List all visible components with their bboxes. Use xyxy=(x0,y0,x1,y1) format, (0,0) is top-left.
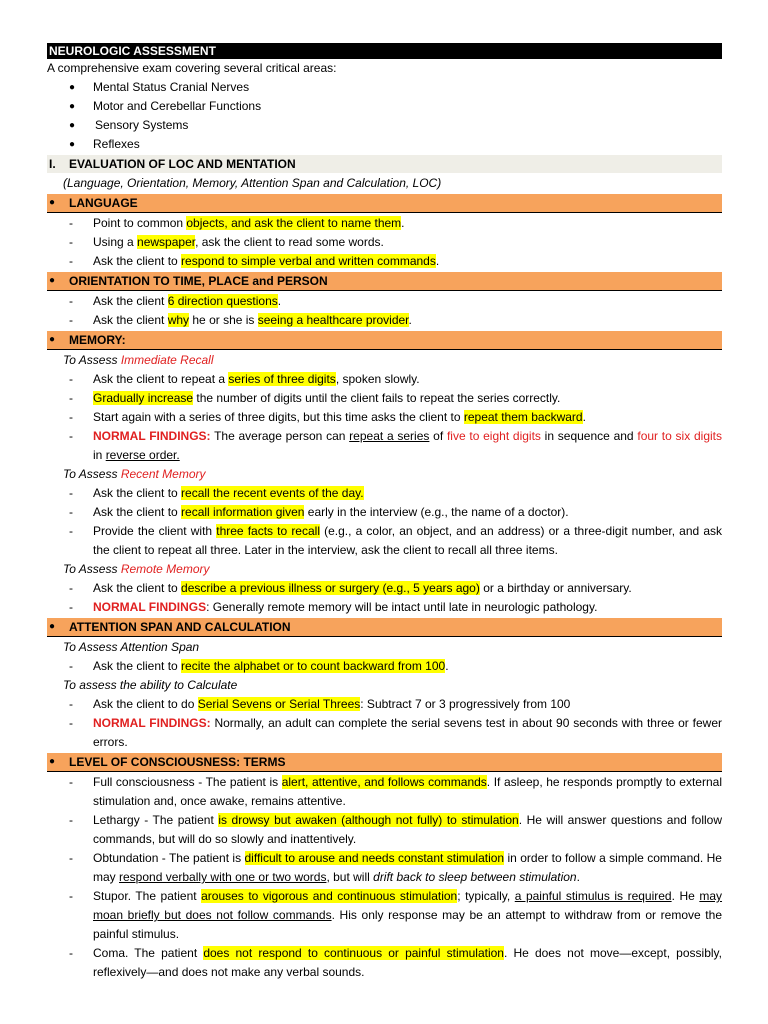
section-heading: I. EVALUATION OF LOC AND MENTATION xyxy=(47,155,722,173)
area-item: ● Mental Status Cranial Nerves xyxy=(69,80,250,94)
attention-span-label: To Assess Attention Span xyxy=(63,640,200,654)
calculate-label: To assess the ability to Calculate xyxy=(63,678,238,692)
list-item: - Provide the client with three facts to recall (e.g., a color, an object, and an address) or a three-digit number, and ask the client to repeat all three. Later in the interview, ask the client to recall all three items. xyxy=(69,524,722,557)
list-item: - NORMAL FINDINGS: Generally remote memory will be intact until late in neurologic pathology. xyxy=(69,600,598,614)
immediate-recall-label: To Assess Immediate Recall xyxy=(63,353,214,367)
page-title: NEUROLOGIC ASSESSMENT xyxy=(47,43,722,59)
list-item: - Ask the client to do Serial Sevens or Serial Threes: Subtract 7 or 3 progressively from 100 xyxy=(69,697,571,711)
list-item: - Ask the client to respond to simple verbal and written commands. xyxy=(69,254,440,268)
list-item: - Ask the client to recall information given early in the interview (e.g., the name of a doctor). xyxy=(69,505,569,519)
orientation-heading: ● ORIENTATION TO TIME, PLACE and PERSON xyxy=(47,272,722,291)
section-subtitle: (Language, Orientation, Memory, Attention Span and Calculation, LOC) xyxy=(63,176,442,190)
list-item: - Start again with a series of three digits, but this time asks the client to repeat them backward. xyxy=(69,410,586,424)
list-item: - NORMAL FINDINGS: Normally, an adult can complete the serial sevens test in about 90 seconds with three or fewer errors. xyxy=(69,716,722,749)
list-item: - Ask the client to describe a previous illness or surgery (e.g., 5 years ago) or a birthday or anniversary. xyxy=(69,581,632,595)
recent-memory-label: To Assess Recent Memory xyxy=(63,467,206,481)
memory-heading: ● MEMORY: xyxy=(47,331,722,350)
document-page xyxy=(47,43,722,982)
list-item: - Ask the client to recite the alphabet or to count backward from 100. xyxy=(69,659,449,673)
list-item: - Full consciousness - The patient is alert, attentive, and follows commands. If asleep, he responds promptly to external stimulation and, once awake, remains attentive. xyxy=(69,775,722,808)
list-item: - Ask the client to repeat a series of three digits, spoken slowly. xyxy=(69,372,420,386)
list-item: - Gradually increase the number of digits until the client fails to repeat the series correctly. xyxy=(69,391,561,405)
area-item: ● Motor and Cerebellar Functions xyxy=(69,99,262,113)
list-item: - Ask the client why he or she is seeing a healthcare provider. xyxy=(69,313,412,327)
list-item: - Stupor. The patient arouses to vigorous and continuous stimulation; typically, a painful stimulus is required. He may moan briefly but does not follow commands. His only response may be an attempt to withdraw from or remove the painful stimulus. xyxy=(69,889,723,941)
list-item: - Point to common objects, and ask the client to name them. xyxy=(69,216,405,230)
list-item: - Ask the client to recall the recent events of the day. xyxy=(69,486,364,500)
intro-text: A comprehensive exam covering several critical areas: xyxy=(47,61,337,75)
remote-memory-label: To Assess Remote Memory xyxy=(63,562,210,576)
area-item: ● Sensory Systems xyxy=(69,118,189,132)
area-item: ● Reflexes xyxy=(69,137,140,151)
list-item: - Using a newspaper, ask the client to read some words. xyxy=(69,235,384,249)
loc-heading: ● LEVEL OF CONSCIOUSNESS: TERMS xyxy=(47,753,722,772)
list-item: - Obtundation - The patient is difficult to arouse and needs constant stimulation in order to follow a simple command. He may respond verbally with one or two words, but will drift back to sleep between stimulation. xyxy=(69,851,722,884)
list-item: - Coma. The patient does not respond to continuous or painful stimulation. He does not move—except, possibly, reflexively—and does not make any verbal sounds. xyxy=(69,946,722,979)
list-item: - Lethargy - The patient is drowsy but awaken (although not fully) to stimulation. He will answer questions and follow commands, but will do so slowly and inattentively. xyxy=(69,813,722,846)
list-item: - Ask the client 6 direction questions. xyxy=(69,294,282,308)
language-heading: ● LANGUAGE xyxy=(47,194,722,213)
attention-heading: ● ATTENTION SPAN AND CALCULATION xyxy=(47,618,722,637)
list-item: - NORMAL FINDINGS: The average person can repeat a series of five to eight digits in sequence and four to six digits in reverse order. xyxy=(69,429,722,462)
